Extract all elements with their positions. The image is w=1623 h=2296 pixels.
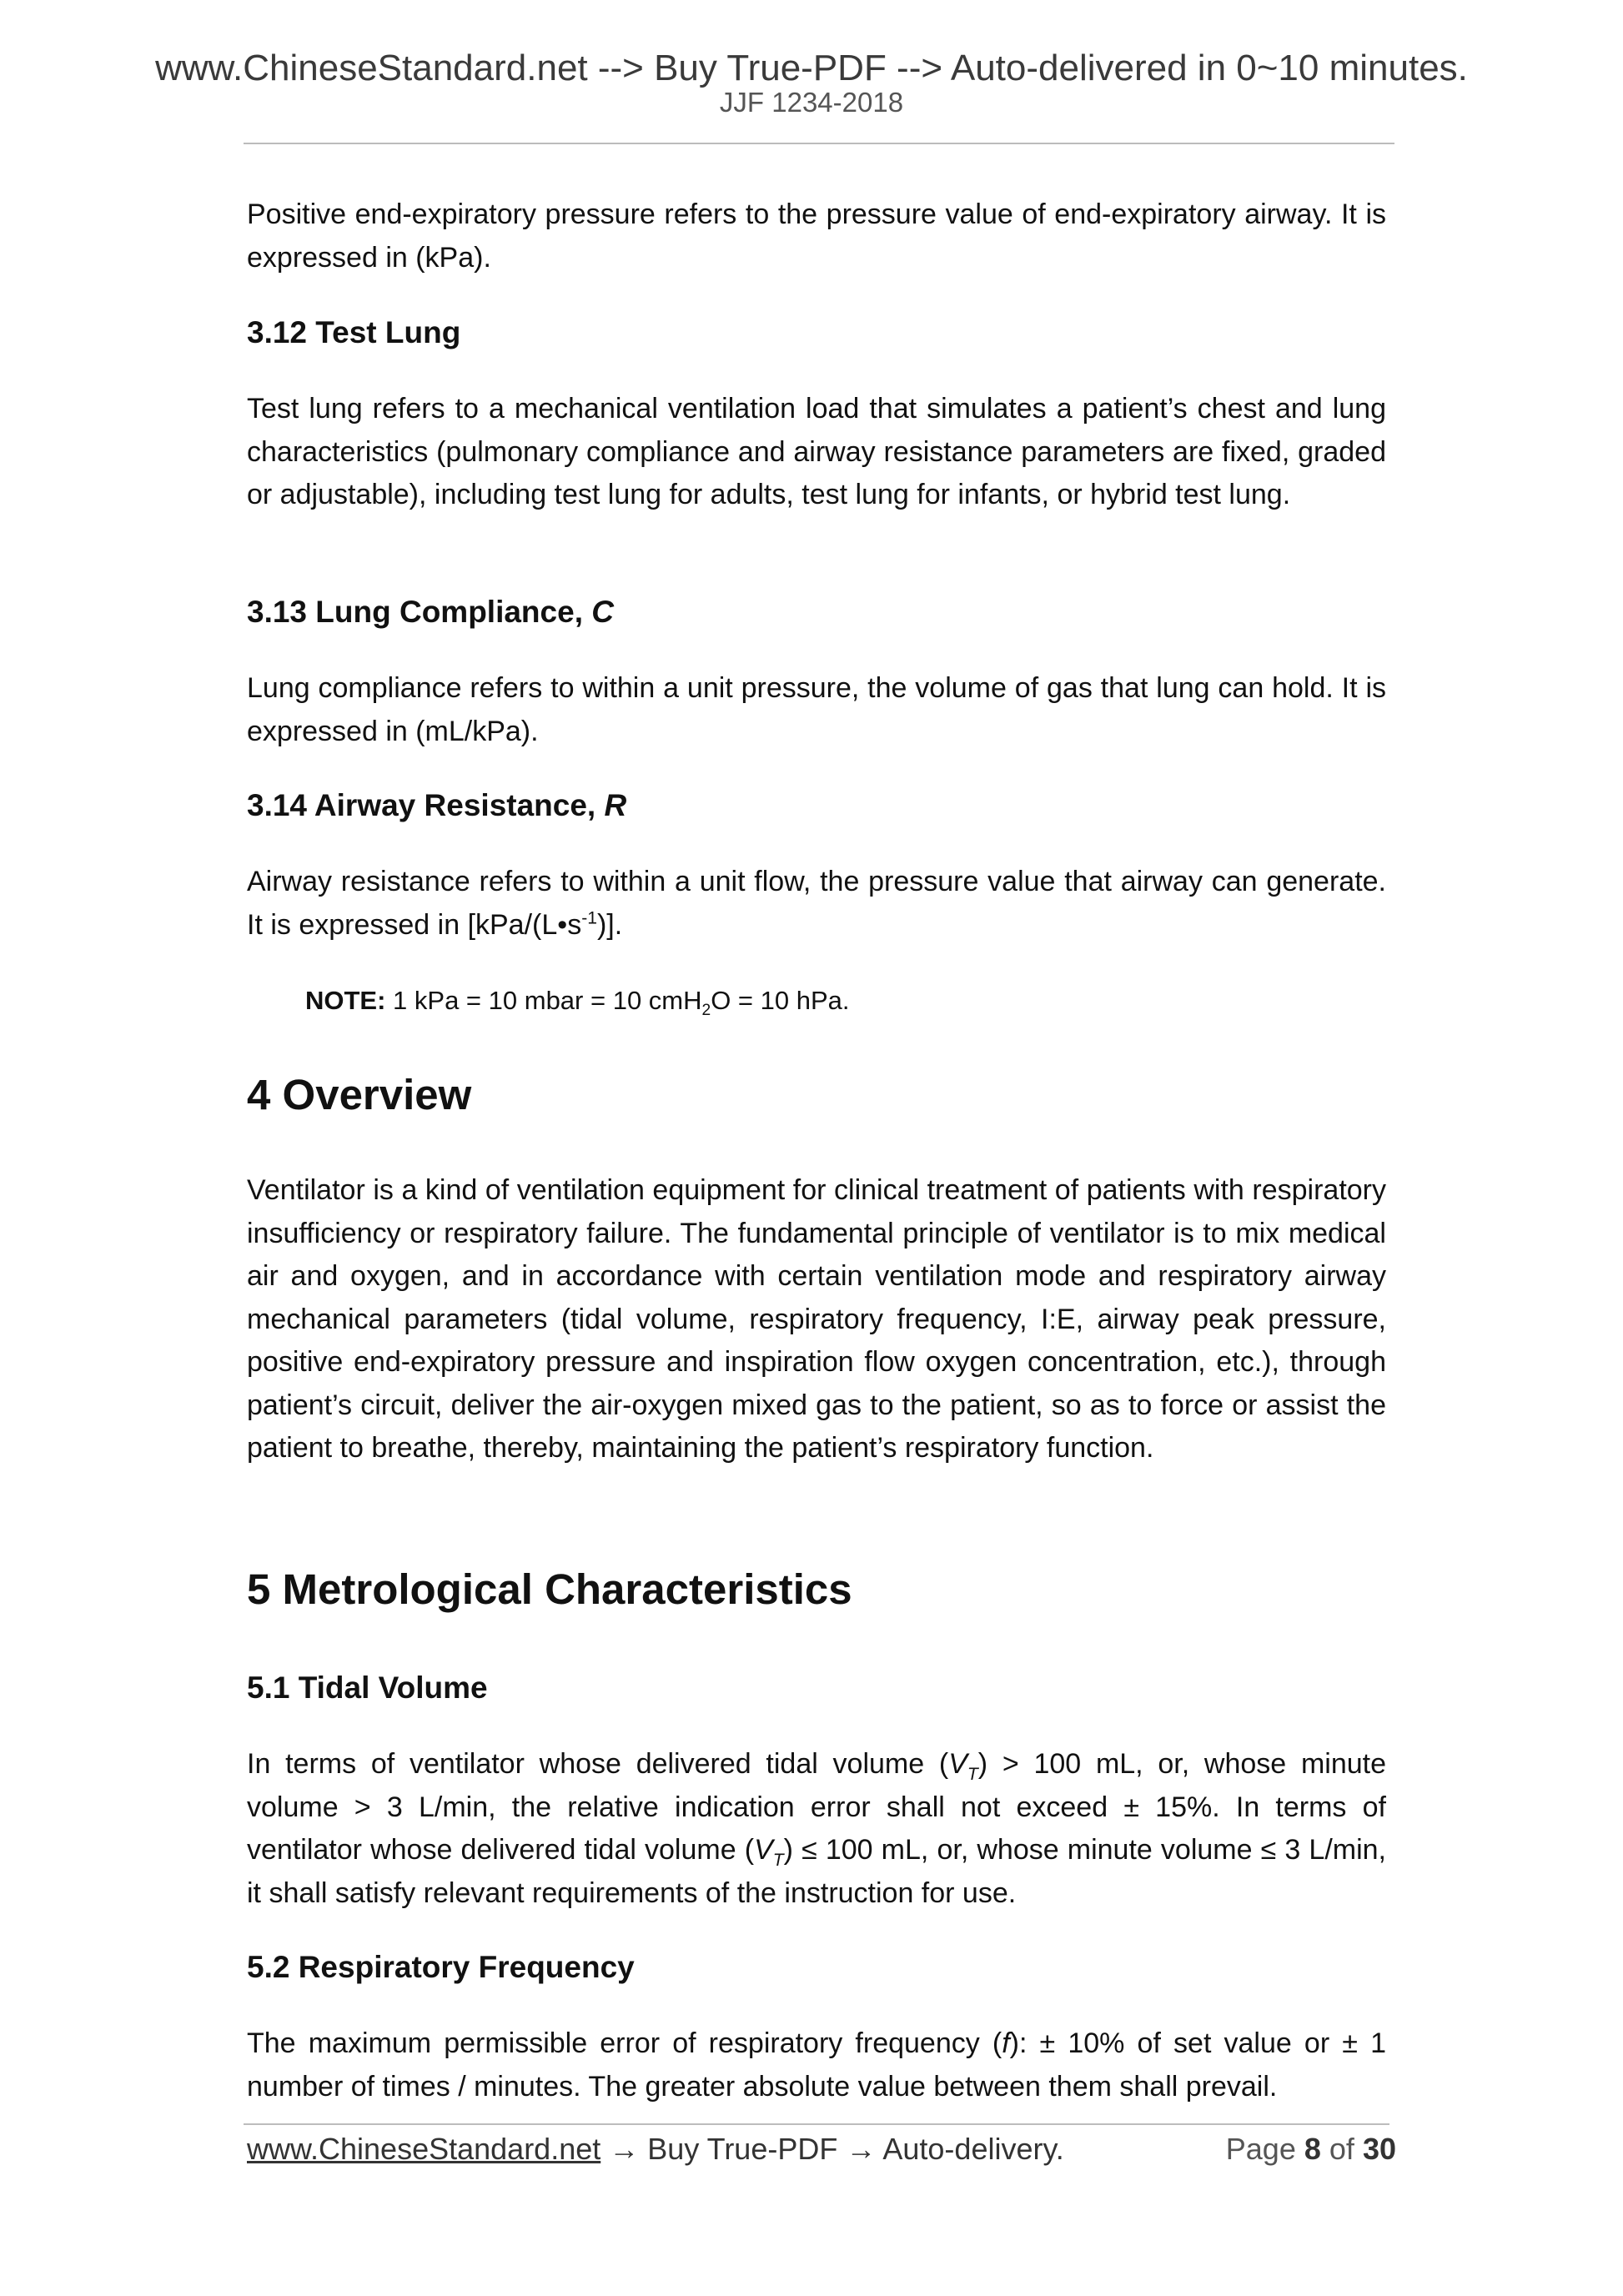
- section-3-12-text: Test lung refers to a mechanical ventilation load that simulates a patient’s chest and lung characteristics (pulmonary compliance and airway resistance parameters are fixed, graded or adjustable), including test lung for adults, test lung for infants, or hybrid test lung.: [247, 393, 1386, 510]
- section-5-2-heading: 5.2 Respiratory Frequency: [247, 1950, 635, 1984]
- footer-buy: Buy True-PDF: [647, 2132, 838, 2166]
- section-3-14-text-end: )].: [596, 908, 623, 941]
- page-number: [1179, 2131, 1396, 2168]
- tidal-volume-symbol: V: [754, 1834, 773, 1866]
- section-3-14-text: [247, 861, 1386, 947]
- arrow-icon: →: [609, 2132, 640, 2166]
- tidal-volume-symbol: V: [948, 1748, 967, 1780]
- unit-dot: •: [557, 908, 568, 941]
- unit-note: [305, 984, 850, 1020]
- section-4-text: Ventilator is a kind of ventilation equipment for clinical treatment of patients with respiratory insufficiency or respiratory failure. The fundamental principle of ventilator is to mix medical air and oxygen, and in accordance with certain ventilation mode and respiratory airway mechanical parameters (tidal volume, respiratory frequency, I:E, airway peak pressure, positive end-expiratory pressure and inspiration flow oxygen concentration, etc.), through patient’s circuit, deliver the air-oxygen mixed gas to the patient, so as to force or assist the patient to breathe, thereby, maintaining the patient’s respiratory function.: [247, 1174, 1386, 1464]
- section-3-14-text-main: Airway resistance refers to within a unit flow, the pressure value that airway can generate. It is expressed in [kPa/(L: [247, 866, 1386, 941]
- resistance-symbol: R: [604, 788, 627, 822]
- section-3-14-title: 3.14 Airway Resistance,: [247, 788, 605, 822]
- section-5-1-part-b: ) > 100 mL, or, whose minute volume > 3 L/min, the relative indication error shall not exceed ± 15%. In terms of ventilator whose delivered tidal volume (: [247, 1748, 1386, 1866]
- section-3-13-heading: [247, 593, 614, 631]
- section-5-2-text: [247, 2022, 1386, 2108]
- section-3-13-title: 3.13 Lung Compliance,: [247, 595, 592, 629]
- note-text-end: O = 10 hPa.: [711, 986, 850, 1015]
- tidal-volume-subscript: T: [772, 1850, 784, 1870]
- tidal-volume-subscript: T: [967, 1764, 978, 1784]
- section-5-1-part-c: ) ≤ 100 mL, or, whose minute volume ≤ 3 L/min, it shall satisfy relevant requirements of the instruction for use.: [247, 1834, 1386, 1909]
- section-5-1-heading: 5.1 Tidal Volume: [247, 1671, 488, 1705]
- arrow-icon: →: [846, 2132, 877, 2166]
- unit-s: s: [567, 908, 582, 941]
- section-4-heading: 4 Overview: [247, 1071, 472, 1118]
- top-banner: www.ChineseStandard.net --> Buy True-PDF --> Auto-delivered in 0~10 minutes.: [155, 48, 1468, 88]
- peep-definition: Positive end-expiratory pressure refers to the pressure value of end-expiratory airway. It is expressed in (kPa).: [247, 198, 1386, 274]
- page-total: 30: [1362, 2132, 1396, 2166]
- header-divider: [244, 143, 1394, 144]
- frequency-symbol: f: [1002, 2027, 1010, 2059]
- note-subscript: 2: [701, 1002, 711, 1020]
- section-5-1-part-a: In terms of ventilator whose delivered tidal volume (: [247, 1748, 949, 1780]
- section-3-14-heading: [247, 786, 626, 825]
- standard-code: JJF 1234-2018: [719, 87, 904, 118]
- unit-exponent: -1: [581, 908, 597, 928]
- note-label: NOTE:: [305, 986, 386, 1015]
- compliance-symbol: C: [591, 595, 614, 629]
- section-5-2-part-a: The maximum permissible error of respiratory frequency (: [247, 2027, 1002, 2059]
- section-5-2-part-b: ): ± 10% of set value or ± 1 number of times / minutes. The greater absolute value between them shall prevail.: [247, 2027, 1387, 2103]
- section-3-13-text: Lung compliance refers to within a unit pressure, the volume of gas that lung can hold. It is expressed in (mL/kPa).: [247, 672, 1386, 747]
- page-current: 8: [1304, 2132, 1321, 2166]
- footer-link[interactable]: www.ChineseStandard.net: [247, 2132, 601, 2166]
- section-5-1-text: [247, 1743, 1386, 1915]
- of-label: of: [1329, 2132, 1354, 2166]
- footer-delivery: Auto-delivery.: [882, 2132, 1064, 2166]
- section-5-heading: 5 Metrological Characteristics: [247, 1565, 852, 1613]
- section-3-12-heading: 3.12 Test Lung: [247, 315, 461, 349]
- page-label: Page: [1225, 2132, 1296, 2166]
- note-text: 1 kPa = 10 mbar = 10 cmH: [385, 986, 702, 1015]
- footer-divider: [244, 2123, 1389, 2125]
- footer-text: [247, 2131, 1064, 2168]
